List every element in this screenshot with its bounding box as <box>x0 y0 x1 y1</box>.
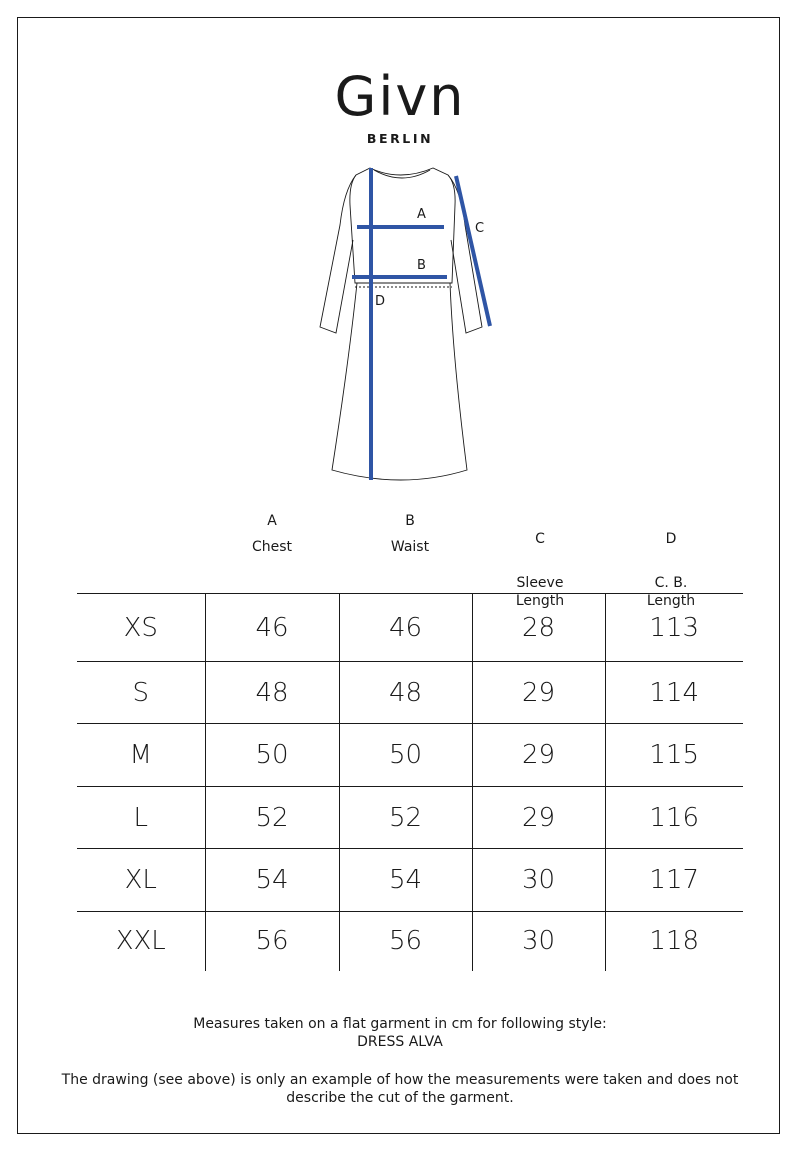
label-a: A <box>417 207 426 222</box>
column-header-waist: B Waist <box>390 513 430 555</box>
brand-location: BERLIN <box>366 131 434 146</box>
sleeve-length-value: 30 <box>472 849 605 912</box>
size-label: XXL <box>115 926 166 957</box>
cb-length-value: 118 <box>605 912 743 971</box>
measurement-note: Measures taken on a flat garment in cm for following style: <box>193 1016 607 1032</box>
size-table <box>77 593 743 971</box>
table-row <box>77 849 743 912</box>
chest-value: 56 <box>205 912 339 971</box>
cb-length-value: 117 <box>605 849 743 912</box>
column-header-cb-length: D C. B. Length <box>646 531 696 609</box>
chest-value: 54 <box>205 849 339 912</box>
table-row <box>77 662 743 724</box>
chest-value: 48 <box>205 662 339 724</box>
table-row <box>77 912 743 971</box>
sleeve-length-value: 29 <box>472 787 605 849</box>
chest-value: 52 <box>205 787 339 849</box>
table-row <box>77 724 743 787</box>
sleeve-length-value: 29 <box>472 724 605 787</box>
label-b: B <box>417 258 426 273</box>
style-name: DRESS ALVA <box>357 1034 443 1050</box>
sleeve-length-value: 29 <box>472 662 605 724</box>
waist-value: 52 <box>339 787 472 849</box>
sleeve-length-value: 28 <box>472 594 605 662</box>
waist-value: 54 <box>339 849 472 912</box>
cb-length-value: 113 <box>605 594 743 662</box>
waist-value: 56 <box>339 912 472 971</box>
dress-diagram <box>0 0 800 500</box>
cb-length-value: 115 <box>605 724 743 787</box>
size-label: L <box>77 787 205 849</box>
table-row <box>77 787 743 849</box>
cb-length-value: 116 <box>605 787 743 849</box>
dress-outline <box>320 168 485 480</box>
size-label: M <box>77 724 205 787</box>
waist-value: 50 <box>339 724 472 787</box>
sleeve-length-value: 30 <box>472 912 605 971</box>
cb-length-value: 114 <box>605 662 743 724</box>
label-d: D <box>375 294 386 309</box>
table-row <box>77 594 743 662</box>
column-header-chest: A Chest <box>251 513 293 555</box>
column-header-sleeve-length: C Sleeve Length <box>515 531 565 609</box>
size-label: XS <box>77 594 205 662</box>
chest-value: 50 <box>205 724 339 787</box>
label-c: C <box>475 221 485 236</box>
chest-value: 46 <box>205 594 339 662</box>
brand-logo: Givn <box>334 65 466 128</box>
waist-value: 48 <box>339 662 472 724</box>
waist-value: 46 <box>339 594 472 662</box>
size-label: S <box>77 662 205 724</box>
disclaimer: The drawing (see above) is only an example of how the measurements were taken and does not describe the cut of the garment. <box>61 1072 739 1106</box>
size-label: XL <box>77 849 205 912</box>
